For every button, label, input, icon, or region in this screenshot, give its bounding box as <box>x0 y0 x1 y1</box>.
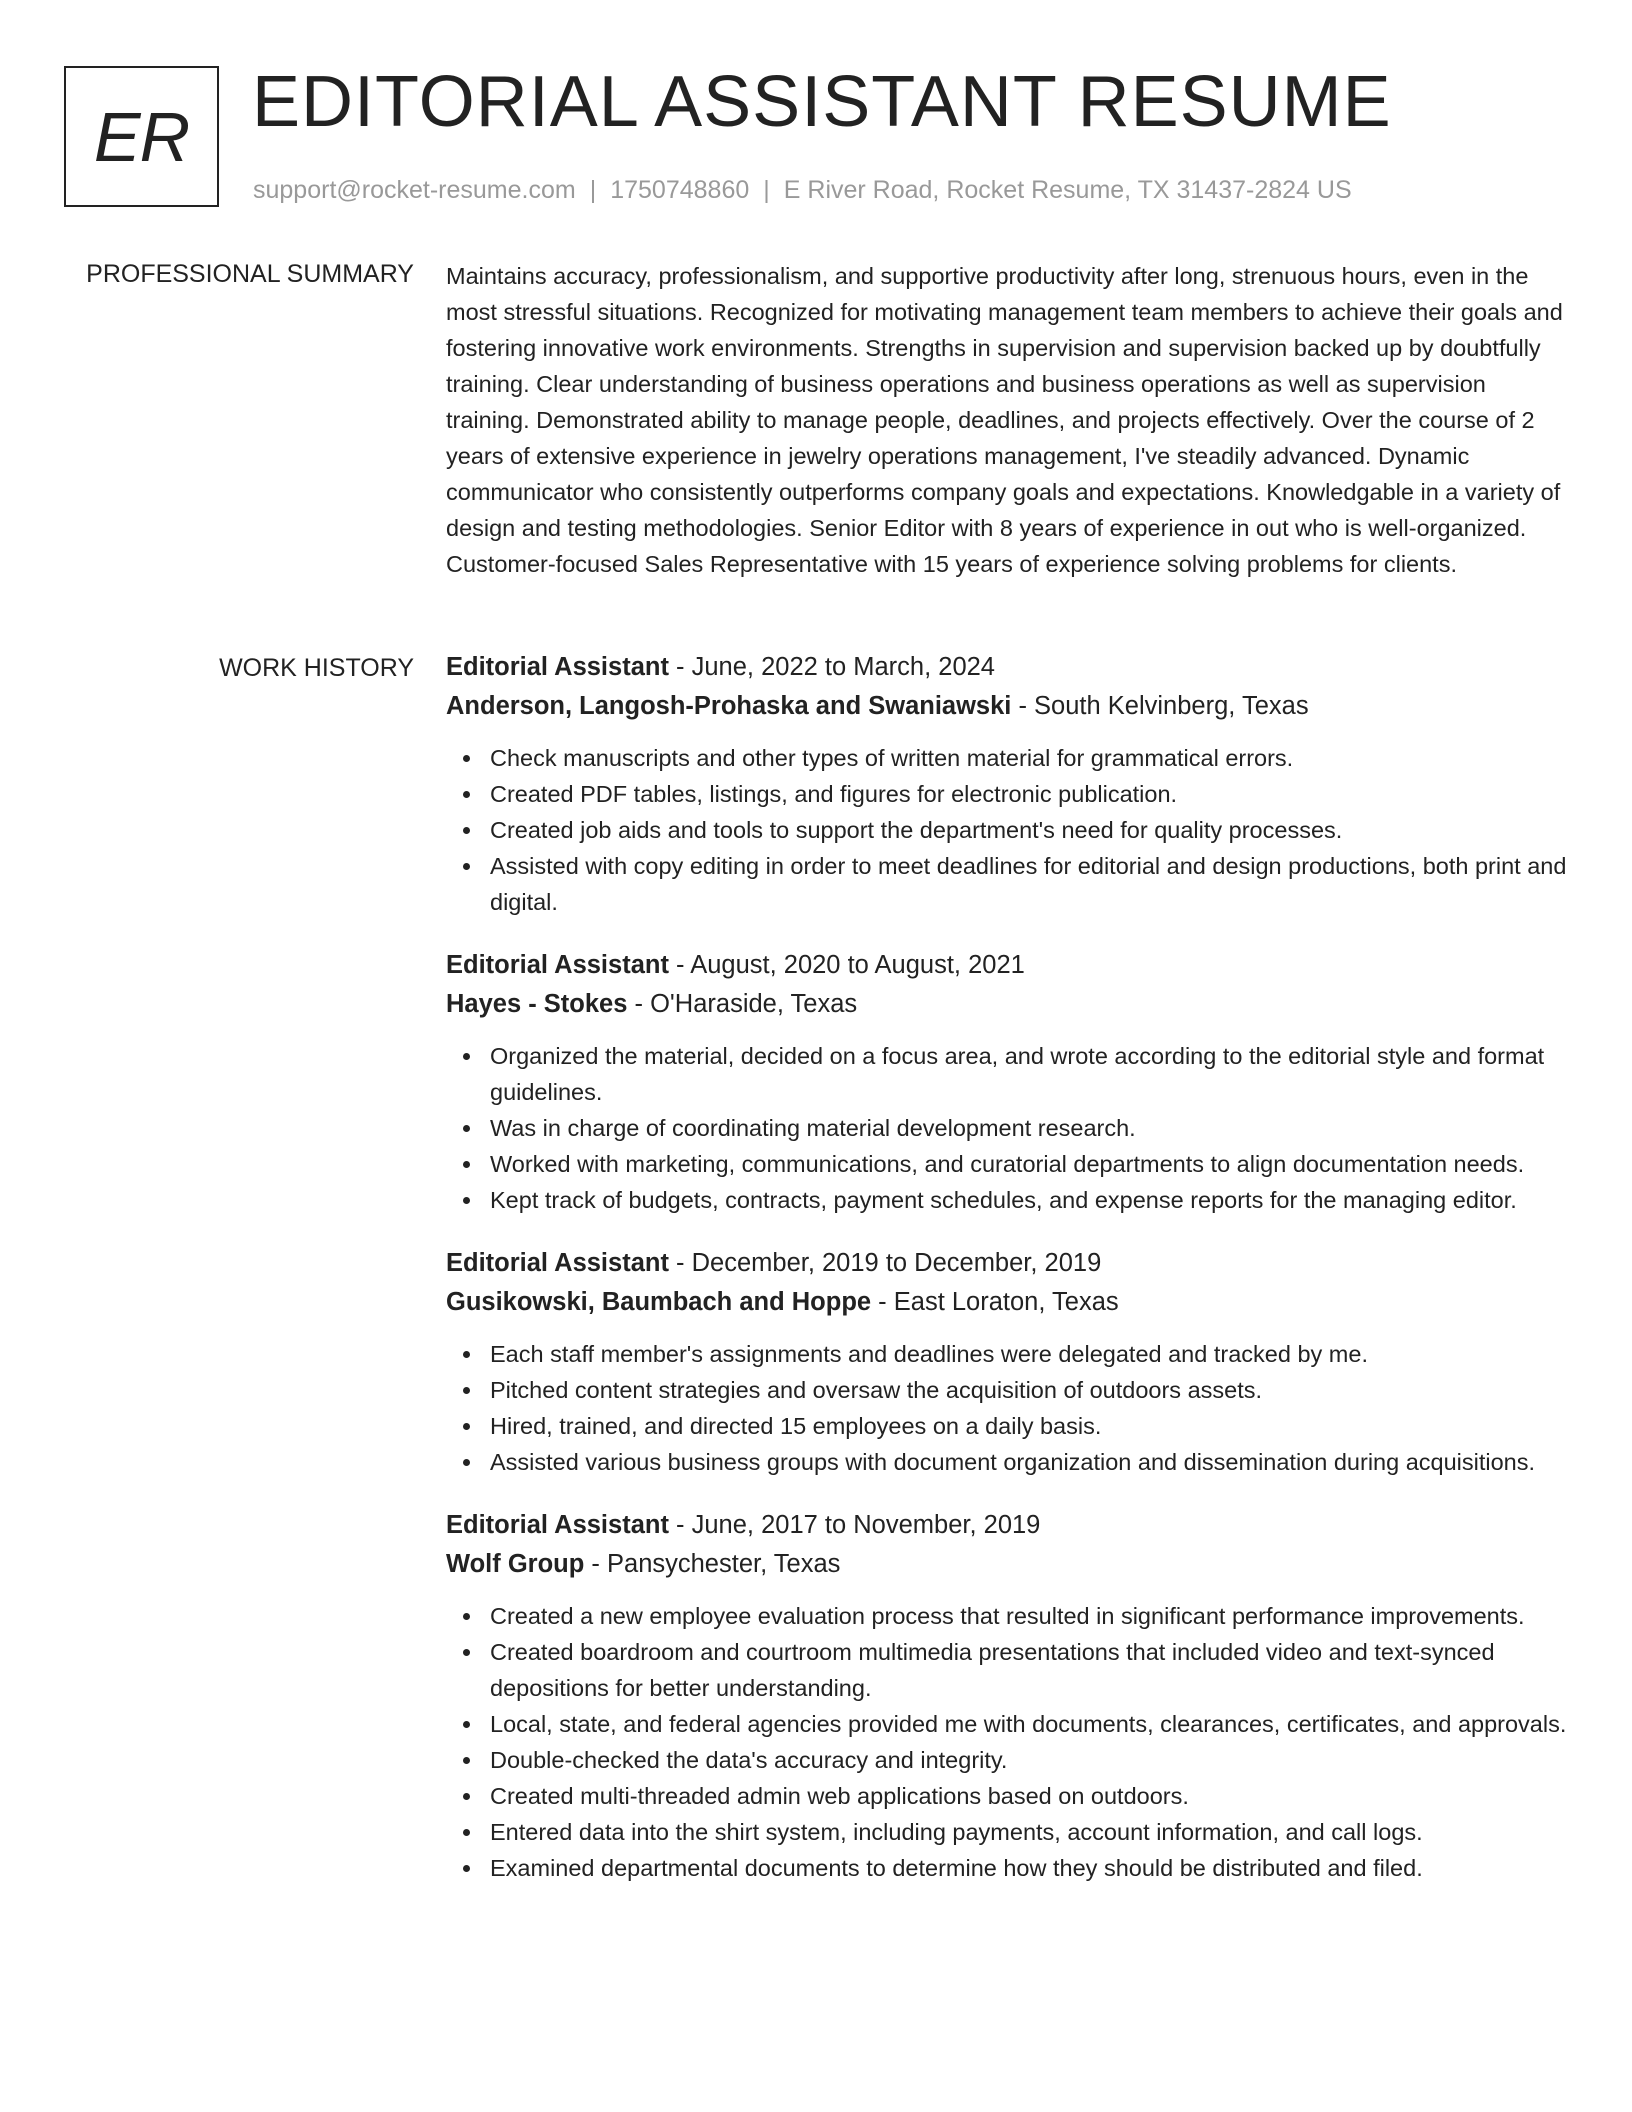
contact-separator: | <box>589 176 597 204</box>
job-entry <box>446 1506 1568 1886</box>
job-title: Editorial Assistant <box>446 1511 669 1539</box>
job-company-line <box>446 687 1568 726</box>
job-title-line <box>446 1506 1568 1545</box>
job-bullet: Each staff member's assignments and deadlines were delegated and tracked by me. <box>446 1336 1568 1372</box>
job-bullet: Organized the material, decided on a focus area, and wrote according to the editorial style and format guidelines. <box>446 1038 1568 1110</box>
job-title-line <box>446 648 1568 687</box>
job-bullet: Examined departmental documents to determine how they should be distributed and filed. <box>446 1850 1568 1886</box>
job-dates: - June, 2022 to March, 2024 <box>668 653 995 681</box>
job-entry <box>446 946 1568 1218</box>
job-company-line <box>446 1283 1568 1322</box>
job-dates: - August, 2020 to August, 2021 <box>668 951 1025 979</box>
job-bullet: Created a new employee evaluation process that resulted in significant performance improvements. <box>446 1598 1568 1634</box>
job-bullet: Created PDF tables, listings, and figures for electronic publication. <box>446 776 1568 812</box>
job-location: - O'Haraside, Texas <box>627 990 858 1018</box>
job-bullet: Assisted various business groups with document organization and dissemination during acquisitions. <box>446 1444 1568 1480</box>
job-company: Wolf Group <box>446 1550 585 1578</box>
work-history-heading: WORK HISTORY <box>219 654 414 682</box>
resume-title: EDITORIAL ASSISTANT RESUME <box>252 62 1392 142</box>
summary-heading: PROFESSIONAL SUMMARY <box>86 260 414 288</box>
job-bullets <box>446 740 1568 920</box>
job-bullet: Assisted with copy editing in order to meet deadlines for editorial and design productions, both print and digital. <box>446 848 1568 920</box>
job-bullet: Local, state, and federal agencies provided me with documents, clearances, certificates, and approvals. <box>446 1706 1568 1742</box>
job-bullet: Created multi-threaded admin web applications based on outdoors. <box>446 1778 1568 1814</box>
job-entry <box>446 648 1568 920</box>
job-dates: - December, 2019 to December, 2019 <box>668 1249 1102 1277</box>
contact-phone: 1750748860 <box>610 176 750 204</box>
summary-body <box>446 258 1568 582</box>
job-bullet: Kept track of budgets, contracts, payment schedules, and expense reports for the managing editor. <box>446 1182 1568 1218</box>
contact-email: support@rocket-resume.com <box>253 176 576 204</box>
job-dates: - June, 2017 to November, 2019 <box>668 1511 1041 1539</box>
job-bullet: Hired, trained, and directed 15 employees on a daily basis. <box>446 1408 1568 1444</box>
job-title: Editorial Assistant <box>446 1249 669 1277</box>
job-title: Editorial Assistant <box>446 653 669 681</box>
job-title-line <box>446 1244 1568 1283</box>
job-bullet: Pitched content strategies and oversaw the acquisition of outdoors assets. <box>446 1372 1568 1408</box>
job-bullets <box>446 1598 1568 1886</box>
job-company: Gusikowski, Baumbach and Hoppe <box>446 1288 872 1316</box>
contact-address: E River Road, Rocket Resume, TX 31437-2824 US <box>783 176 1352 204</box>
job-title: Editorial Assistant <box>446 951 669 979</box>
job-company-line <box>446 985 1568 1024</box>
job-company: Hayes - Stokes <box>446 990 628 1018</box>
job-bullet: Check manuscripts and other types of written material for grammatical errors. <box>446 740 1568 776</box>
job-location: - Pansychester, Texas <box>584 1550 841 1578</box>
job-bullets <box>446 1336 1568 1480</box>
job-bullet: Created boardroom and courtroom multimedia presentations that included video and text-synced depositions for better understanding. <box>446 1634 1568 1706</box>
job-company-line <box>446 1545 1568 1584</box>
job-bullet: Was in charge of coordinating material development research. <box>446 1110 1568 1146</box>
work-history-body <box>446 648 1568 1912</box>
job-bullet: Created job aids and tools to support the department's need for quality processes. <box>446 812 1568 848</box>
job-bullet: Double-checked the data's accuracy and integrity. <box>446 1742 1568 1778</box>
job-location: - South Kelvinberg, Texas <box>1011 692 1309 720</box>
job-bullet: Entered data into the shirt system, including payments, account information, and call logs. <box>446 1814 1568 1850</box>
job-entry <box>446 1244 1568 1480</box>
contact-line <box>253 174 1352 206</box>
job-location: - East Loraton, Texas <box>871 1288 1119 1316</box>
job-bullets <box>446 1038 1568 1218</box>
contact-separator: | <box>763 176 770 204</box>
summary-text: Maintains accuracy, professionalism, and supportive productivity after long, strenuous hours, even in the most stressful situations. Recognized for motivating management team members to achieve their goals and fostering innovative work environments. Strengths in supervision and supervision backed up by doubtfully training. Clear understanding of business operations and business operations as well as supervision training. Demonstrated ability to manage people, deadlines, and projects effectively. Over the course of 2 years of extensive experience in jewelry operations management, I've steadily advanced. Dynamic communicator who consistently outperforms company goals and expectations. Knowledgable in a variety of design and testing methodologies. Senior Editor with 8 years of experience in out who is well-organized. Customer-focused Sales Representative with 15 years of experience solving problems for clients. <box>446 263 1563 577</box>
job-company: Anderson, Langosh-Prohaska and Swaniawski <box>446 692 1012 720</box>
monogram-logo: ER <box>64 66 219 207</box>
job-title-line <box>446 946 1568 985</box>
job-bullet: Worked with marketing, communications, and curatorial departments to align documentation needs. <box>446 1146 1568 1182</box>
